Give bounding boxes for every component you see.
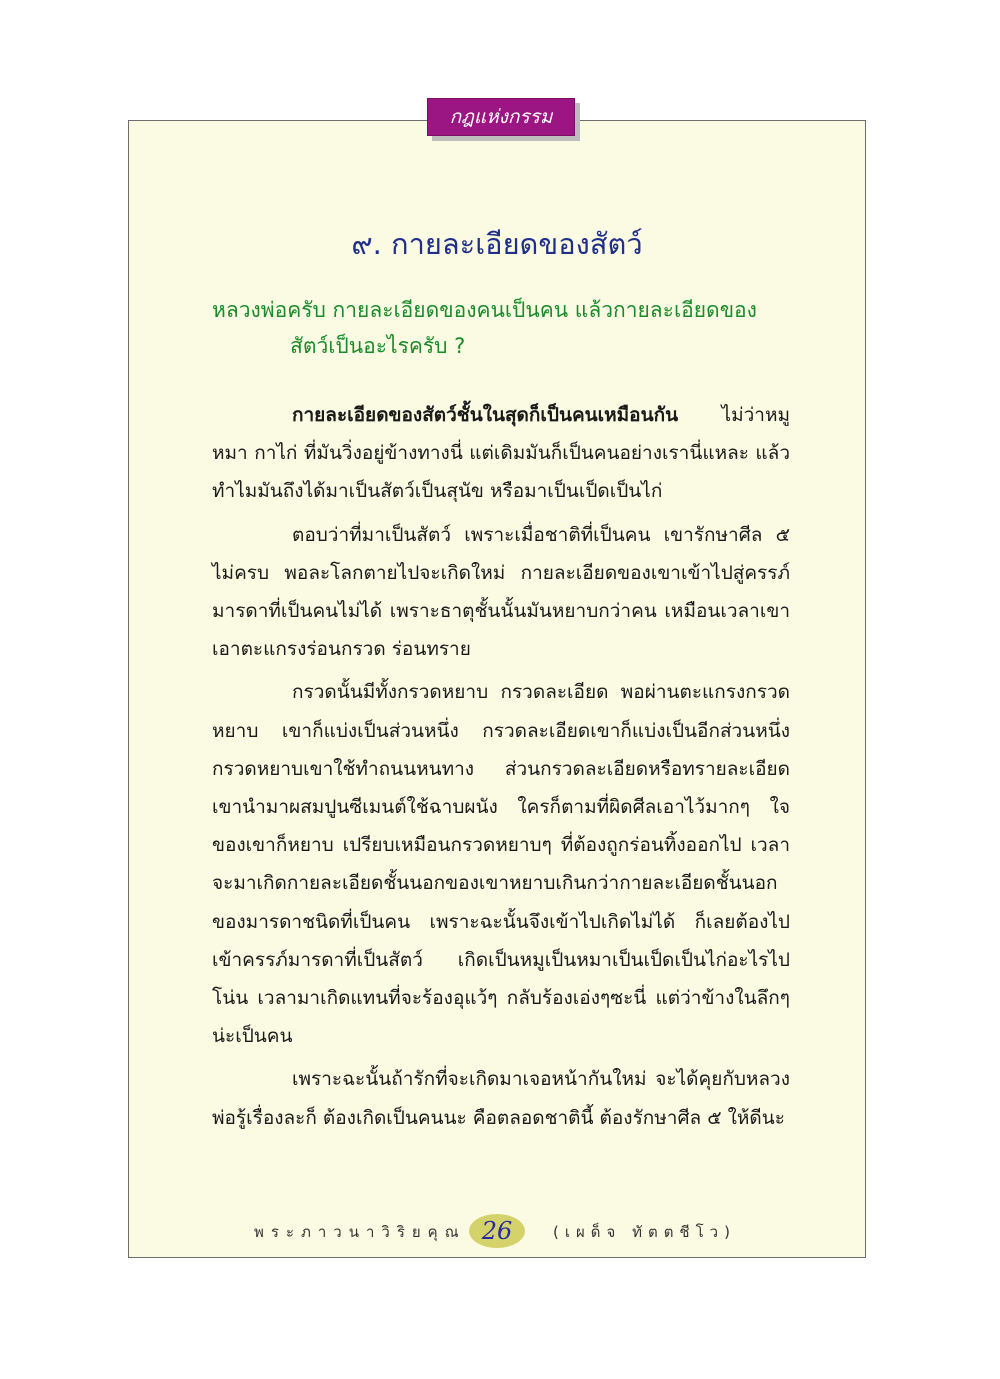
answer-body <box>212 396 790 1142</box>
paragraph-2: ตอบว่าที่มาเป็นสัตว์ เพราะเมื่อชาติที่เป็นคน เขารักษาศีล ๕ ไม่ครบ พอละโลกตายไปจะเกิดใหม่ กายละเอียดของเขาเข้าไปสู่ครรภ์มารดาที่เป็นคนไม่ได้ เพราะธาตุชั้นนั้นมันหยาบกว่าคน เหมือนเวลาเขาเอาตะแกรงร่อนกรวด ร่อนทราย <box>212 523 790 661</box>
paragraph-1-rest: ไม่ว่าหมู หมา กาไก่ ที่มันวิ่งอยู่ข้างทางนี่ แต่เดิมมันก็เป็นคนอย่างเรานี่แหละ แล้วทำไมมันถึงได้มาเป็นสัตว์เป็นสุนัข หรือมาเป็นเป็ดเป็นไก่ <box>212 404 790 503</box>
question-line-2: สัตว์เป็นอะไรครับ ? <box>290 334 466 358</box>
paragraph-1 <box>212 396 790 511</box>
question-line-1: หลวงพ่อครับ กายละเอียดของคนเป็นคน แล้วกายละเอียดของ <box>212 298 757 322</box>
footer-author-name: (เผด็จ ทัตตชีโว) <box>553 1223 736 1241</box>
page-footer <box>128 1214 866 1250</box>
page-number: 26 <box>469 1214 525 1248</box>
section-header-tab: กฎแห่งกรรม <box>427 98 575 136</box>
question-block <box>212 292 802 364</box>
paragraph-4: เพราะฉะนั้นถ้ารักที่จะเกิดมาเจอหน้ากันใหม่ จะได้คุยกับหลวงพ่อรู้เรื่องละก็ ต้องเกิดเป็นคนนะ คือตลอดชาตินี้ ต้องรักษาศีล ๕ ให้ดีนะ <box>212 1068 790 1129</box>
paragraph-1-bold: กายละเอียดของสัตว์ชั้นในสุดก็เป็นคนเหมือนกัน <box>292 404 679 426</box>
chapter-title: ๙. กายละเอียดของสัตว์ <box>351 227 643 261</box>
paragraph-3: กรวดนั้นมีทั้งกรวดหยาบ กรวดละเอียด พอผ่านตะแกรงกรวดหยาบ เขาก็แบ่งเป็นส่วนหนึ่ง กรวดละเอียดเขาก็แบ่งเป็นอีกส่วนหนึ่ง กรวดหยาบเขาใช้ทำถนนหนทาง ส่วนกรวดละเอียดหรือทรายละเอียด เขานำมาผสมปูนซีเมนต์ใช้ฉาบผนัง ใครก็ตามที่ผิดศีลเอาไว้มากๆ ใจของเขาก็หยาบ เปรียบเหมือนกรวดหยาบๆ ที่ต้องถูกร่อนทิ้งออกไป เวลาจะมาเกิดกายละเอียดชั้นนอกของเขาหยาบเกินกว่ากายละเอียดชั้นนอกของมารดาชนิดที่เป็นคน เพราะฉะนั้นจึงเข้าไปเกิดไม่ได้ ก็เลยต้องไปเข้าครรภ์มารดาที่เป็นสัตว์ เกิดเป็นหมูเป็นหมาเป็นเป็ดเป็นไก่อะไรไปโน่น เวลามาเกิดแทนที่จะร้องอุแว้ๆ กลับร้องเอ่งๆซะนี่ แต่ว่าข้างในลึกๆ น่ะเป็นคน <box>212 681 790 1048</box>
footer-author-title: พระภาวนาวิริยคุณ <box>254 1223 466 1241</box>
